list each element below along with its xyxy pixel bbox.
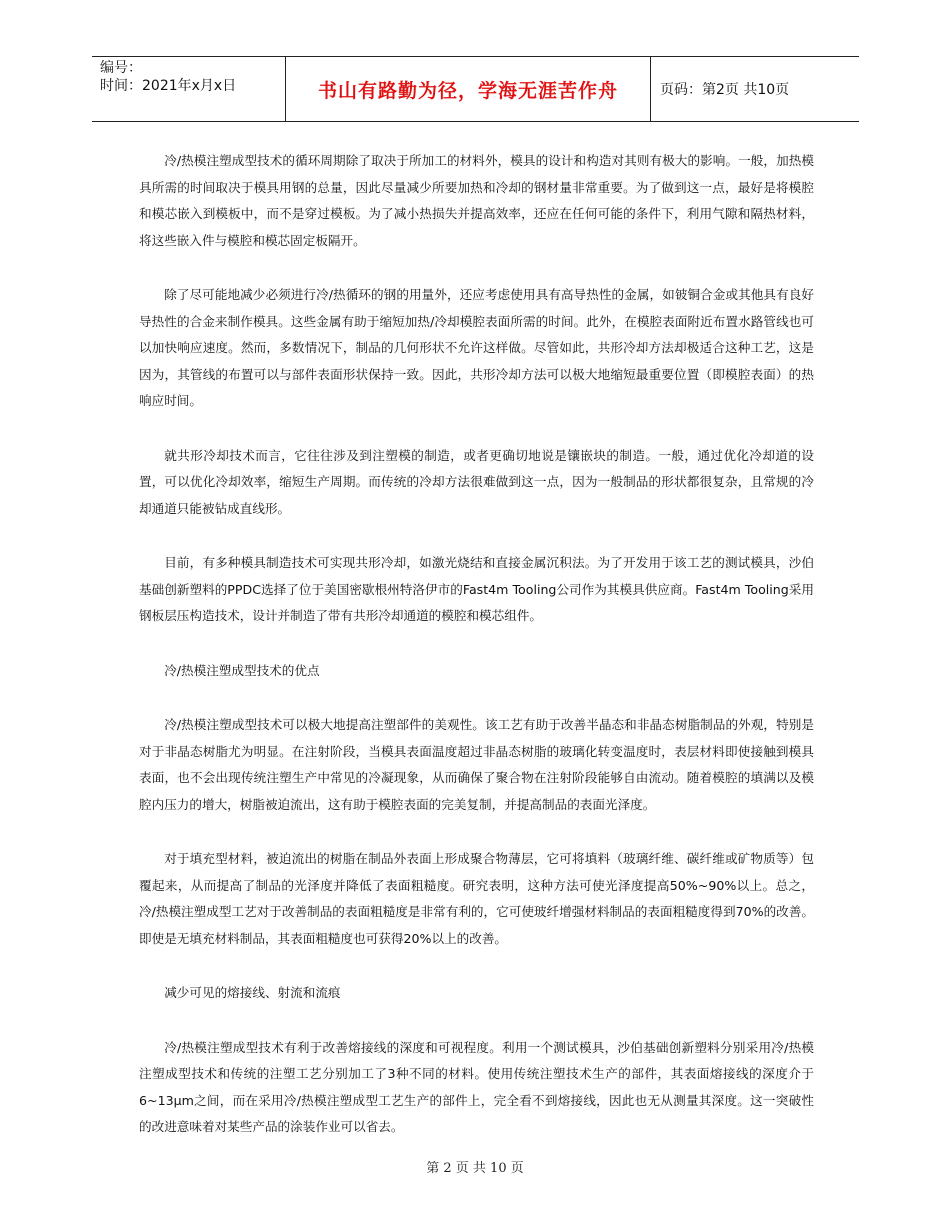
header-page-info: 页码：第2页 共10页 (660, 82, 790, 98)
page-footer: 第 2 页 共 10 页 (426, 1161, 524, 1176)
paragraph: 除了尽可能地减少必须进行冷/热循环的钢的用量外，还应考虑使用具有高导热性的金属，如铍铜合金或其他具有良好导热性的合金来制作模具。这些金属有助于缩短加热/冷却模腔表面所需的时间。此外，在模腔表面附近布置水路管线也可以加快响应速度。然而，多数情况下，制品的几何形状不允许这样做。尽管如此，共形冷却方法却极适合这种工艺，这是因为，其管线的布置可以与部件表面形状保持一致。因此，共形冷却方法可以极大地缩短最重要位置（即模腔表面）的热响应时间。 (139, 287, 814, 408)
document-number-label: 编号： (100, 60, 142, 76)
paragraph: 冷/热模注塑成型技术可以极大地提高注塑部件的美观性。该工艺有助于改善半晶态和非晶态树脂制品的外观，特别是对于非晶态树脂尤为明显。在注射阶段，当模具表面温度超过非晶态树脂的玻璃化转变温度时，表层材料即使接触到模具表面，也不会出现传统注塑生产中常见的冷凝现象，从而确保了聚合物在注射阶段能够自由流动。随着模腔的填满以及模腔内压力的增大，树脂被迫流出，这有助于模腔表面的完美复制，并提高制品的表面光泽度。 (139, 717, 814, 812)
section-heading: 冷/热模注塑成型技术的优点 (164, 662, 320, 678)
paragraph: 就共形冷却技术而言，它往往涉及到注塑模的制造，或者更确切地说是镶嵌块的制造。一般，通过优化冷却道的设置，可以优化冷却效率，缩短生产周期。而传统的冷却方法很难做到这一点，因为一般制品的形状都很复杂，且常规的冷却通道只能被钻成直线形。 (139, 447, 814, 516)
section-heading: 减少可见的熔接线、射流和流痕 (164, 985, 341, 1000)
document-date: 时间：2021年x月x日 (100, 78, 237, 94)
header-meta (92, 57, 286, 121)
paragraph: 冷/热模注塑成型技术的循环周期除了取决于所加工的材料外，模具的设计和构造对其则有极大的影响。一般，加热模具所需的时间取决于模具用钢的总量，因此尽量减少所要加热和冷却的钢材量非常重要。为了做到这一点，最好是将模腔和模芯嵌入到模板中，而不是穿过模板。为了减小热损失并提高效率，还应在任何可能的条件下，利用气隙和隔热材料，将这些嵌入件与模腔和模芯固定板隔开。 (139, 153, 814, 248)
paragraph: 冷/热模注塑成型技术有利于改善熔接线的深度和可视程度。利用一个测试模具，沙伯基础创新塑料分别采用冷/热模注塑成型技术和传统的注塑工艺分别加工了3种不同的材料。使用传统注塑技术生产的部件，其表面熔接线的深度介于6~13μm之间，而在采用冷/热模注塑成型工艺生产的部件上，完全看不到熔接线，因此也无从测量其深度。这一突破性的改进意味着对某些产品的涂装作业可以省去。 (139, 1039, 814, 1134)
header-motto: 书山有路勤为径，学海无涯苦作舟 (286, 57, 651, 121)
paragraph: 目前，有多种模具制造技术可实现共形冷却，如激光烧结和直接金属沉积法。为了开发用于该工艺的测试模具，沙伯基础创新塑料的PPDC选择了位于美国密歇根州特洛伊市的Fast4m Tooling公司作为其模具供应商。Fast4m Tooling采用钢板层压构造技术，设计并制造了带有共形冷却通道的模腔和模芯组件。 (139, 555, 814, 623)
page-header (92, 56, 859, 122)
document-body (139, 148, 814, 1169)
paragraph: 对于填充型材料，被迫流出的树脂在制品外表面上形成聚合物薄层，它可将填料（玻璃纤维、碳纤维或矿物质等）包覆起来，从而提高了制品的光泽度并降低了表面粗糙度。研究表明，这种方法可使光泽度提高50%~90%以上。总之，冷/热模注塑成型工艺对于改善制品的表面粗糙度是非常有利的，它可使玻纤增强材料制品的表面粗糙度得到70%的改善。即使是无填充材料制品，其表面粗糙度也可获得20%以上的改善。 (139, 851, 814, 946)
